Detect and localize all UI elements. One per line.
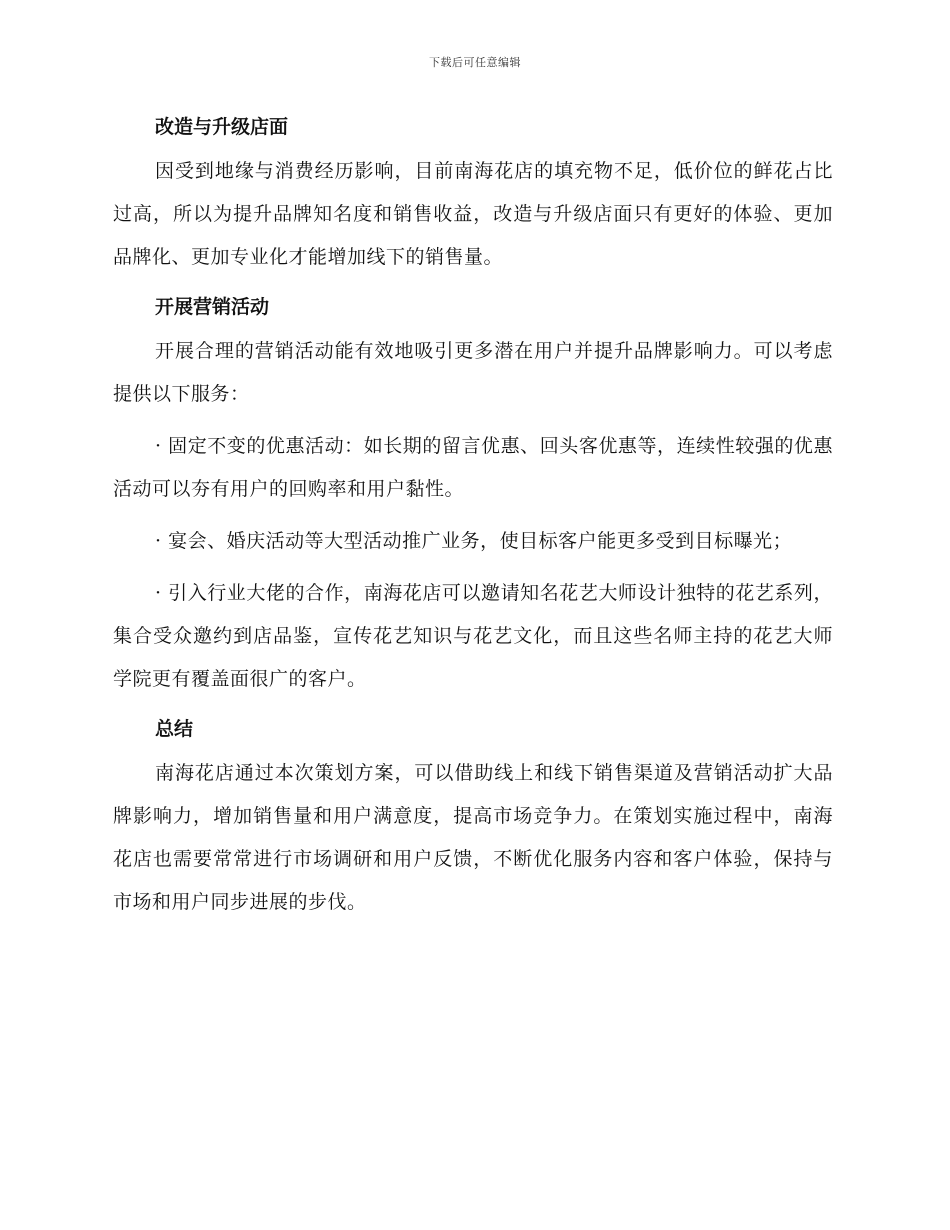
header-note: 下载后可任意编辑 (429, 56, 521, 69)
bullet-item-collaboration: · 引入行业大佬的合作，南海花店可以邀请知名花艺大师设计独特的花艺系列，集合受众邀约到店品鉴，宣传花艺知识与花艺文化，而且这些名师主持的花艺大师学院更有覆盖面很广的客户。 (113, 582, 833, 690)
bullet-item-events: · 宴会、婚庆活动等大型活动推广业务，使目标客户能更多受到目标曝光； (155, 530, 793, 552)
document-body (113, 108, 833, 933)
paragraph-marketing-intro: 开展合理的营销活动能有效地吸引更多潜在用户并提升品牌影响力。可以考虑提供以下服务： (113, 340, 833, 405)
bullet-item-discounts: · 固定不变的优惠活动：如长期的留言优惠、回头客优惠等，连续性较强的优惠活动可以夯有用户的回购率和用户黏性。 (113, 435, 833, 500)
paragraph-summary: 南海花店通过本次策划方案，可以借助线上和线下销售渠道及营销活动扩大品牌影响力，增加销售量和用户满意度，提高市场竞争力。在策划实施过程中，南海花店也需要常常进行市场调研和用户反馈，不断优化服务内容和客户体验，保持与市场和用户同步进展的步伐。 (113, 762, 833, 913)
section-heading-summary: 总结 (155, 718, 194, 740)
section-heading-marketing: 开展营销活动 (155, 296, 270, 318)
paragraph-renovation: 因受到地缘与消费经历影响，目前南海花店的填充物不足，低价位的鲜花占比过高，所以为提升品牌知名度和销售收益，改造与升级店面只有更好的体验、更加品牌化、更加专业化才能增加线下的销售量。 (113, 160, 833, 268)
section-heading-renovation: 改造与升级店面 (155, 116, 289, 138)
